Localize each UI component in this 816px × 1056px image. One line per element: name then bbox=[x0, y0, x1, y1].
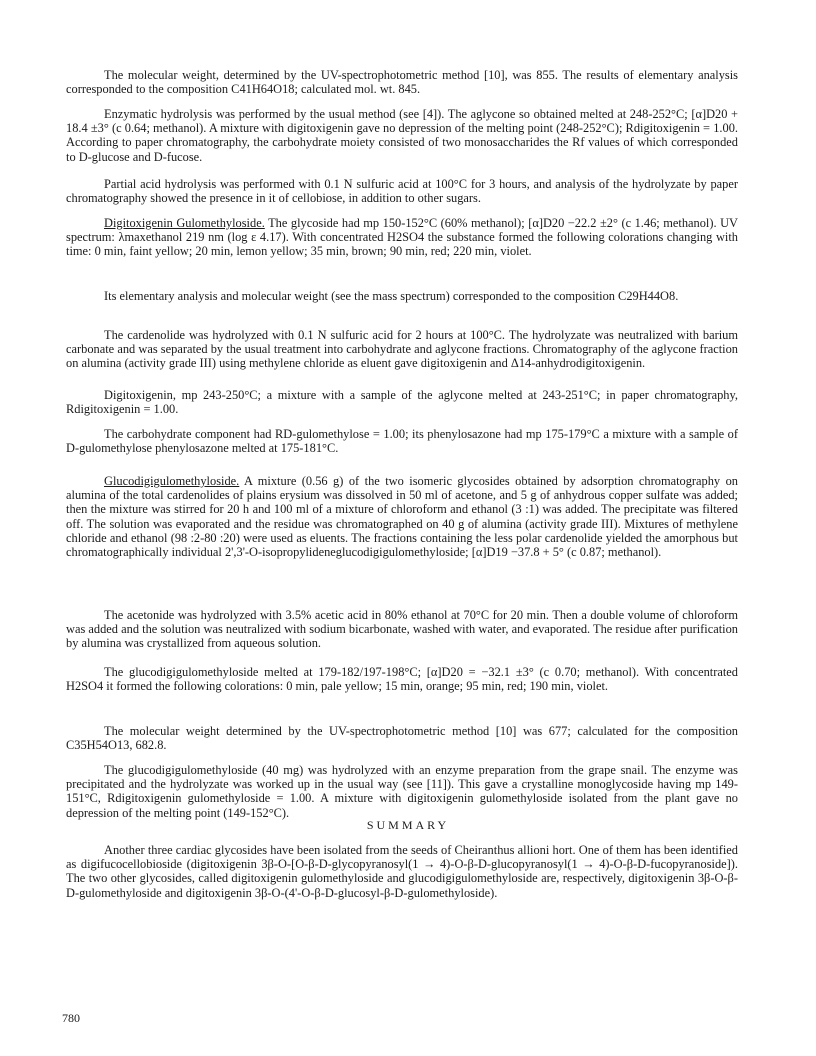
paragraph-glucodigigulomethyloside-mp: The glucodigigulomethyloside melted at 179-182/197-198°C; [α]D20 = −32.1 ±3° (c 0.70; methanol). With concentrated H2SO4 it formed the following colorations: 0 min, pale yellow; 15 min, orange; 95 min, red; 190 min, violet. bbox=[66, 665, 738, 694]
paragraph-enzymatic-hydrolysis: Enzymatic hydrolysis was performed by the usual method (see [4]). The aglycone so obtained melted at 248-252°C; [α]D20 + 18.4 ±3° (c 0.64; methanol). A mixture with digitoxigenin gave no depression of the melting point (248-252°C); Rdigitoxigenin = 1.00. According to paper chromatography, the carbohydrate moiety consisted of two monosaccharides the Rf values of which corresponded to D-glucose and D-fucose. bbox=[66, 107, 738, 164]
paragraph-molecular-weight: The molecular weight, determined by the UV-spectrophotometric method [10], was 855. The results of elementary analysis corresponded to the composition C41H64O18; calculated mol. wt. 845. bbox=[66, 68, 738, 97]
paragraph-glucodigigulomethyloside-text: A mixture (0.56 g) of the two isomeric glycosides obtained by adsorption chromatography on alumina of the total cardenolides of plains erysium was dissolved in 50 ml of acetone, and 5 g of anhydrous copper sulfate was added; then the mixture was stirred for 20 h and 100 ml of a mixture of chloroform and ethanol (3 :1) was added. The precipitate was filtered off. The solution was evaporated and the residue was chromatographed on 40 g of alumina (activity grade III). Mixtures of methylene chloride and ethanol (98 :2-80 :20) were used as eluents. The fractions containing the less polar cardenolide yielded the amorphous but chromatographically individual 2',3'-O-isopropylideneglucodigigulomethyloside; [α]D19 −37.8 + 5° (c 0.87; methanol). bbox=[66, 474, 738, 560]
paragraph-enzyme-hydrolysis-grape-snail: The glucodigigulomethyloside (40 mg) was hydrolyzed with an enzyme preparation from the grape snail. The enzyme was precipitated and the hydrolyzate was worked up in the usual way (see [11]). This gave a crystalline monoglycoside having mp 149-151°C, Rdigitoxigenin gulomethyloside = 1.00. A mixture with digitoxigenin gulomethyloside isolated from the plant gave no depression of the melting point (149-152°C). bbox=[66, 763, 738, 820]
paragraph-summary: Another three cardiac glycosides have been isolated from the seeds of Cheiranthus allioni hort. One of them has been identified as digifucocellobioside (digitoxigenin 3β-O-[O-β-D-glycopyranosyl(1 → 4)-O-β-D-glucopyranosyl(1 → 4)-O-β-D-fucopyranoside]). The two other glycosides, called digitoxigenin gulomethyloside and glucodigigulomethyloside are, respectively, digitoxigenin 3β-O-β-D-gulomethyloside and digitoxigenin 3β-O-(4'-O-β-D-glucosyl-β-D-gulomethyloside). bbox=[66, 843, 738, 900]
paragraph-molecular-weight-677: The molecular weight determined by the UV-spectrophotometric method [10] was 677; calculated for the composition C35H54O13, 682.8. bbox=[66, 724, 738, 753]
summary-heading: SUMMARY bbox=[366, 818, 450, 832]
paragraph-carbohydrate-component: The carbohydrate component had RD-gulomethylose = 1.00; its phenylosazone had mp 175-179°C a mixture with a sample of D-gulomethylose phenylosazone melted at 175-181°C. bbox=[66, 427, 738, 456]
paragraph-glucodigigulomethyloside bbox=[66, 474, 738, 559]
page-number: 780 bbox=[62, 1011, 80, 1025]
paragraph-elementary-analysis: Its elementary analysis and molecular weight (see the mass spectrum) corresponded to the composition C29H44O8. bbox=[104, 289, 679, 303]
paragraph-partial-acid-hydrolysis: Partial acid hydrolysis was performed with 0.1 N sulfuric acid at 100°C for 3 hours, and analysis of the hydrolyzate by paper chromatography showed the presence in it of cellobiose, in addition to other sugars. bbox=[66, 177, 738, 206]
paragraph-acetonide-hydrolysis: The acetonide was hydrolyzed with 3.5% acetic acid in 80% ethanol at 70°C for 20 min. Then a double volume of chloroform was added and the solution was neutralized with sodium bicarbonate, washed with water, and evaporated. The residue after purification by alumina was crystallized from aqueous solution. bbox=[66, 608, 738, 651]
paragraph-cardenolide-hydrolysis: The cardenolide was hydrolyzed with 0.1 N sulfuric acid for 2 hours at 100°C. The hydrolyzate was neutralized with barium carbonate and was separated by the usual treatment into carbohydrate and aglycone fractions. Chromatography of the aglycone fraction on alumina (activity grade III) using methylene chloride as eluent gave digitoxigenin and Δ14-anhydrodigitoxigenin. bbox=[66, 328, 738, 371]
heading-digitoxigenin-gulomethyloside: Digitoxigenin Gulomethyloside. bbox=[104, 216, 265, 230]
paragraph-digitoxigenin-gulomethyloside-text: The glycoside had mp 150-152°C (60% methanol); [α]D20 −22.2 ±2° (c 1.46; methanol). UV spectrum: λmaxethanol 219 nm (log ε 4.17). With concentrated H2SO4 the substance formed the following colorations changing with time: 0 min, faint yellow; 20 min, lemon yellow; 35 min, brown; 90 min, red; 220 min, violet. bbox=[66, 216, 738, 259]
paragraph-digitoxigenin-gulomethyloside bbox=[66, 216, 738, 259]
heading-glucodigigulomethyloside: Glucodigigulomethyloside. bbox=[104, 474, 240, 488]
paragraph-digitoxigenin-mp: Digitoxigenin, mp 243-250°C; a mixture with a sample of the aglycone melted at 243-251°C; in paper chromatography, Rdigitoxigenin = 1.00. bbox=[66, 388, 738, 417]
